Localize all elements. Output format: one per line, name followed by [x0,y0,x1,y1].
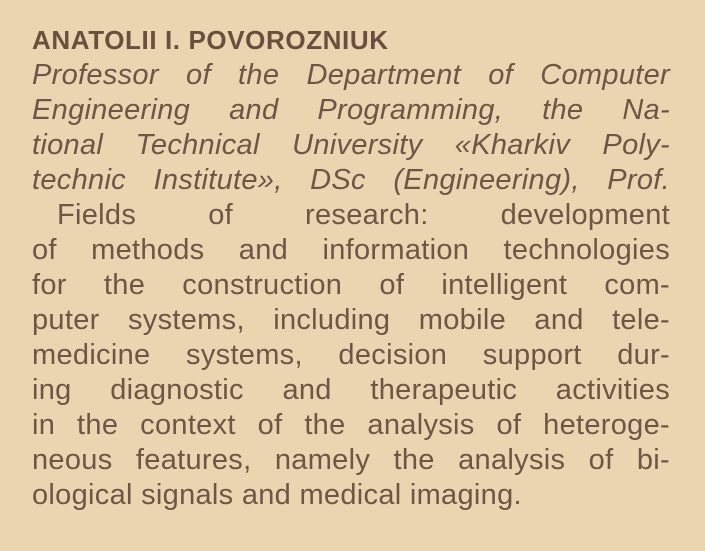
person-title-line: Engineering and Programming, the Na- [32,94,670,126]
research-line: ing diagnostic and therapeutic activities [32,374,670,406]
research-line: medicine systems, decision support dur- [32,339,670,371]
research-line: Fields of research: development [57,199,670,231]
person-title-line: Professor of the Department of Computer [32,59,670,91]
research-line: in the context of the analysis of heteroge- [32,409,670,441]
research-line: for the construction of intelligent com- [32,269,670,301]
research-line: puter systems, including mobile and tele- [32,304,670,336]
person-title-line: technic Institute», DSc (Engineering), Prof. [32,164,670,196]
research-line: of methods and information technologies [32,234,670,266]
research-line: neous features, namely the analysis of bi- [32,444,670,476]
research-paragraph [32,198,670,513]
person-title-paragraph [32,58,670,198]
person-name: ANATOLII I. POVOROZNIUK [32,25,389,55]
research-line: ological signals and medical imaging. [32,479,522,511]
person-title-line: tional Technical University «Kharkiv Poly- [32,129,670,161]
